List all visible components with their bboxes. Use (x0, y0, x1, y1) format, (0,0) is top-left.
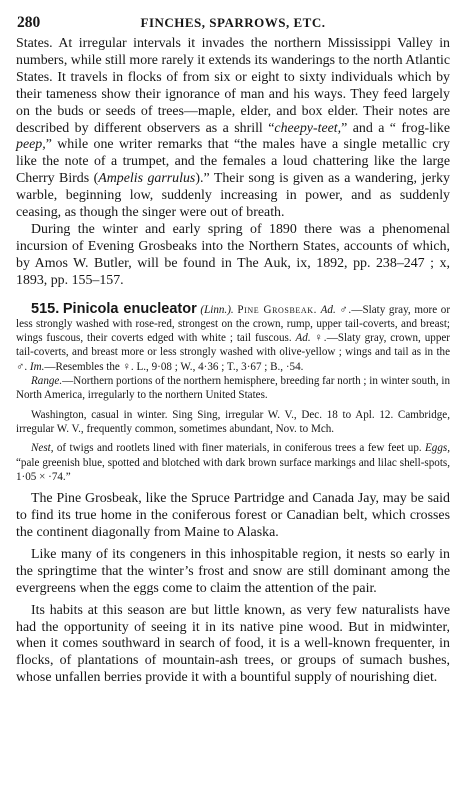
species-number: 515. (31, 300, 60, 317)
range-label: Range. (31, 375, 63, 388)
ad-female-label: Ad. ♀. (295, 332, 327, 345)
species-common-name: Pine Grosbeak. (237, 303, 317, 316)
running-head (16, 14, 450, 36)
intro-paragraph-1 (16, 36, 450, 222)
nest-text: of twigs and rootlets lined with finer materials, in coniferous trees a few feet up. (53, 442, 426, 455)
body-paragraph-2: Like many of its congeners in this inhospitable region, it nests so early in the springtime that the winter’s frost and snow are still dominant among the evergreens when the eggs come to claim the attention of the pair. (16, 546, 450, 596)
range-paragraph (16, 374, 450, 403)
intro-text-b: ” and a “ frog-like (341, 120, 450, 136)
intro-peep: peep, (16, 137, 46, 153)
nest-label: Nest, (31, 442, 54, 455)
body-paragraph-1: The Pine Grosbeak, like the Spruce Partridge and Canada Jay, may be said to find its true home in the coniferous forest or Canadian belt, which crosses the continent diagonally from Maine to Alaska. (16, 491, 450, 540)
intro-text-a: States. At irregular intervals it invades the northern Mississippi Valley in numbers, while still more rarely it extends its wanderings to the north Atlantic States. It travels in flocks of from six or eight to sixty individuals which by their tameness show their ignorance of man and his ways. They feed largely on the buds or seeds of trees—maple, elder, and box elder. Their notes are described by different observers as a shrill “ (16, 36, 450, 136)
ad-female-text: —Slaty gray, crown, upper tail-coverts, and breast more or less strongly washed with olive-yellow ; wings and tail as in the ♂. (16, 332, 450, 373)
im-text: —Resembles the ♀. L., 9·08 ; W., 4·36 ; T., 3·67 ; B., ·54. (44, 360, 304, 373)
eggs-label: Eggs, (425, 442, 450, 455)
intro-ampelis: Ampelis garrulus (98, 171, 196, 187)
eggs-text: “pale greenish blue, spotted and blotched with dark brown surface markings and lilac shell-spots, 1·05 × ·74.” (16, 456, 450, 483)
species-header (16, 302, 450, 374)
species-authority: (Linn.). (200, 303, 234, 316)
ad-male-label: Ad. ♂. (320, 303, 352, 316)
page-number: 280 (17, 14, 41, 31)
ad-male-text: —Slaty gray, more or less strongly washed with rose-red, strongest on the crown, rump, upper tail-coverts, and breast; wings fuscous, their coverts edged with white ; tail fuscous. (16, 303, 451, 345)
intro-cheepy: cheepy-teet, (274, 120, 342, 136)
intro-paragraph-2: During the winter and early spring of 1890 there was a phenomenal incursion of Evening Grosbeaks into the Northern States, accounts of which, by Amos W. Butler, will be found in The Auk, ix, 1892, pp. 238–247 ; x, 1893, pp. 155–157. (16, 221, 450, 288)
species-name: Pinicola enucleator (62, 300, 197, 317)
running-head-title: FINCHES, SPARROWS, ETC. (140, 15, 326, 30)
book-page (16, 14, 450, 687)
body-paragraph-3: Its habits at this season are but little known, as very few naturalists have had the opportunity of seeing it in its native pine wood. But in midwinter, when it comes southward in search of food, it is a well-known frequenter, in flocks, of plantations of mountain-ash trees, or groups of sumach bushes, whose unfallen berries provide it with a bountiful supply of nourishing diet. (16, 602, 450, 686)
intro-text-c: ” while one writer remarks that “the males have a single metallic cry like the note of a trumpet, and the females a loud chattering like the large Cherry Birds ( (16, 137, 450, 187)
records-paragraph: Washington, casual in winter. Sing Sing, irregular W. V., Dec. 18 to Apl. 12. Cambridge, irregular W. V., frequently common, sometimes abundant, Nov. to Mch. (16, 408, 450, 435)
im-label: Im. (29, 360, 45, 373)
range-text: —Northern portions of the northern hemisphere, breeding far north ; in winter south, in North America, irregularly to the northern United States. (16, 375, 451, 402)
intro-text-d: ).” Their song is given as a wandering, jerky warble, beginning low, suddenly increasing in power, and as suddenly ceasing, as though the singer were out of breath. (16, 171, 450, 221)
nest-paragraph (16, 441, 450, 484)
